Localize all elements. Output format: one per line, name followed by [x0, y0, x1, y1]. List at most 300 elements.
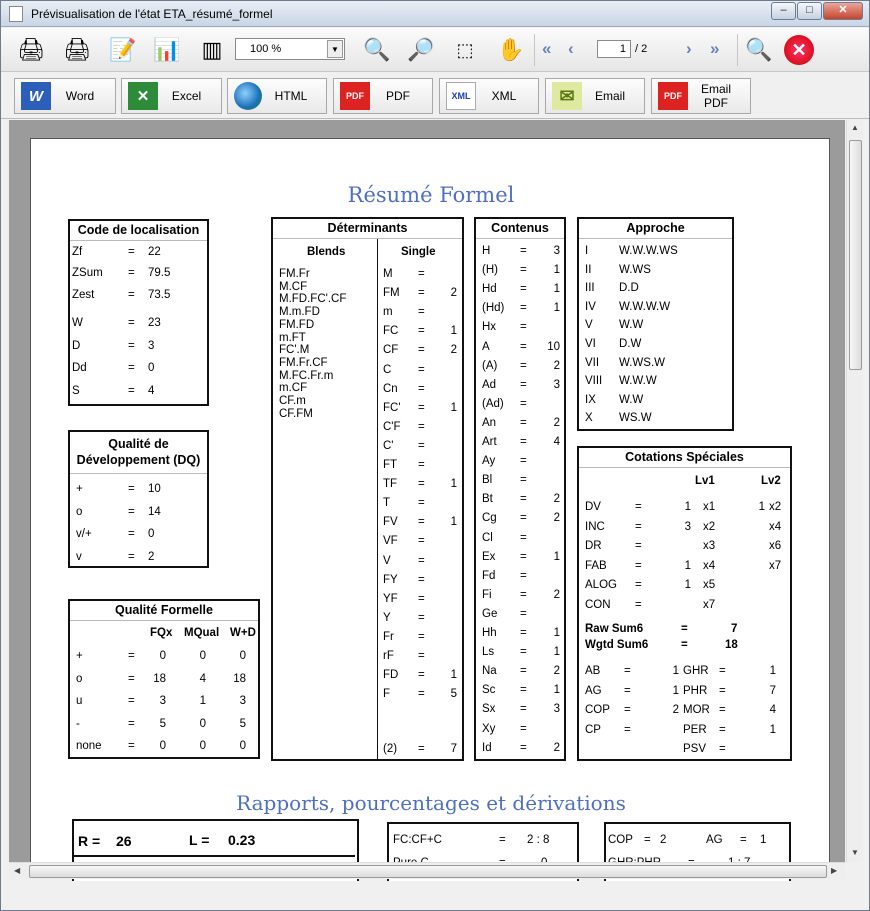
pair-value: 7 — [450, 743, 457, 755]
content-value: 1 — [553, 264, 560, 277]
single-value: 5 — [450, 688, 457, 701]
special-label: PSV — [683, 743, 707, 755]
content-eq: = — [520, 264, 527, 277]
special-value: 2 — [672, 704, 679, 716]
export-label: PDF — [386, 89, 410, 103]
cop-label: COP — [608, 834, 633, 846]
special-label: AB — [585, 665, 601, 677]
approche-sequence: WS.W — [619, 412, 652, 425]
status-bar — [1, 881, 869, 910]
single-label: F — [383, 688, 391, 701]
content-label: Hh — [482, 627, 497, 639]
qf-col-header: FQx — [150, 627, 173, 639]
content-eq: = — [520, 416, 527, 429]
export-excel-button[interactable] — [121, 78, 222, 114]
content-eq: = — [520, 512, 527, 525]
blend-item: CF.m — [279, 395, 306, 407]
single-eq: = — [418, 268, 425, 280]
zoom-select[interactable] — [235, 38, 345, 60]
cotation-eq: = — [635, 559, 642, 572]
content-label: Sx — [482, 703, 496, 716]
scroll-right-icon[interactable]: ▶ — [831, 866, 838, 875]
content-eq: = — [520, 245, 527, 257]
dq-eq: = — [128, 483, 135, 495]
export-email-pdf-button[interactable] — [651, 78, 751, 114]
special-eq: = — [624, 723, 631, 736]
cotation-label: CON — [585, 598, 611, 611]
export-label: Email — [594, 89, 625, 103]
content-label: H — [482, 245, 491, 257]
loc-label: Zest — [72, 289, 95, 301]
localisation-header: Code de localisation — [70, 221, 207, 241]
content-value: 1 — [553, 283, 560, 296]
loc-value: 79.5 — [148, 267, 171, 279]
print-setup-icon[interactable]: 🖨 — [63, 37, 91, 62]
qf-label: u — [76, 695, 83, 707]
previous-page-icon[interactable]: ‹ — [568, 39, 574, 58]
single-eq: = — [418, 650, 425, 662]
page-number-input[interactable]: 1 — [597, 40, 631, 58]
blend-item: M.CF — [279, 280, 308, 293]
cotation-lv1-weight: x1 — [703, 501, 716, 513]
raw-sum6-eq: = — [681, 623, 688, 635]
ag-label: AG — [706, 834, 723, 846]
export-html-button[interactable] — [227, 78, 327, 114]
print-icon[interactable]: 🖨 — [17, 37, 45, 62]
divider — [377, 239, 378, 761]
dq-label: v/+ — [76, 528, 92, 540]
cotation-lv1: 1 — [684, 559, 691, 572]
l-value: 0.23 — [228, 832, 256, 848]
cop-eq: = — [644, 834, 651, 846]
blend-item: FM.Fr — [279, 268, 310, 280]
content-eq: = — [520, 531, 527, 544]
qf-value: 18 — [233, 672, 246, 685]
last-page-icon[interactable]: » — [710, 39, 720, 58]
globe-icon — [234, 82, 262, 110]
special-eq: = — [624, 665, 631, 677]
single-label: M — [383, 268, 393, 280]
qf-value: 5 — [239, 717, 246, 730]
special-eq: = — [719, 684, 726, 697]
qf-label: - — [76, 717, 80, 730]
pair-eq: = — [418, 743, 425, 755]
special-value: 1 — [672, 665, 679, 677]
content-label: (A) — [482, 359, 498, 372]
content-value: 1 — [553, 302, 560, 315]
single-label: CF — [383, 344, 399, 357]
content-value: 2 — [553, 665, 560, 678]
content-label: Sc — [482, 684, 496, 697]
dq-eq: = — [128, 505, 135, 518]
content-value: 1 — [553, 550, 560, 563]
export-label: Word — [65, 89, 95, 103]
content-eq: = — [520, 321, 527, 334]
single-eq: = — [418, 325, 425, 338]
vertical-scrollbar[interactable] — [846, 120, 863, 862]
special-eq: = — [624, 704, 631, 716]
content-eq: = — [520, 665, 527, 678]
single-label: rF — [383, 650, 394, 662]
content-eq: = — [520, 741, 527, 754]
dq-label: o — [76, 505, 83, 518]
special-label: CP — [585, 723, 601, 736]
qf-eq: = — [128, 650, 135, 662]
special-value: 7 — [769, 684, 776, 697]
dq-label: + — [76, 483, 83, 495]
blend-item: FM.Fr.CF — [279, 356, 328, 369]
single-label: FT — [383, 459, 398, 471]
content-eq: = — [520, 703, 527, 716]
loc-value: 23 — [148, 317, 161, 329]
approche-card: IX — [585, 393, 596, 406]
lv1-label: Lv1 — [695, 475, 715, 487]
search-icon[interactable]: 🔍 — [745, 37, 773, 62]
export-label: Excel — [171, 89, 202, 103]
wgtd-sum6-eq: = — [681, 639, 688, 651]
blend-item: m.CF — [279, 382, 308, 395]
content-label: Ls — [482, 646, 495, 659]
single-eq: = — [418, 420, 425, 433]
loc-eq: = — [128, 385, 135, 397]
chevron-down-icon[interactable]: ▼ — [327, 40, 343, 58]
qf-label: o — [76, 672, 83, 685]
approche-sequence: D.D — [619, 282, 639, 295]
loc-label: Dd — [72, 362, 87, 374]
qf-value: 0 — [199, 650, 206, 662]
determinants-header: Déterminants — [273, 219, 462, 239]
special-eq: = — [719, 665, 726, 677]
minimize-button[interactable]: – — [771, 2, 796, 20]
content-label: Fi — [482, 588, 492, 601]
single-label: C'F — [383, 420, 401, 433]
cotations-header: Cotations Spéciales — [579, 448, 790, 468]
loc-label: D — [72, 340, 81, 352]
qf-col-header: MQual — [184, 627, 220, 639]
special-value: 1 — [769, 665, 776, 677]
dq-eq: = — [128, 528, 135, 540]
single-eq: = — [418, 363, 425, 376]
single-eq: = — [418, 669, 425, 682]
content-eq: = — [520, 455, 527, 468]
single-label: FM — [383, 287, 400, 300]
content-eq: = — [520, 493, 527, 506]
cotation-lv1-weight: x3 — [703, 540, 716, 552]
single-eq: = — [418, 459, 425, 471]
qf-value: 3 — [159, 695, 166, 707]
approche-card: X — [585, 412, 593, 425]
l-label: L = — [189, 832, 210, 848]
content-label: Na — [482, 665, 497, 678]
content-value: 10 — [547, 340, 560, 353]
content-value: 2 — [553, 741, 560, 754]
cotation-lv1-weight: x7 — [703, 598, 716, 611]
next-page-icon[interactable]: › — [686, 39, 692, 58]
content-eq: = — [520, 627, 527, 639]
qf-value: 0 — [159, 650, 166, 662]
qf-value: 18 — [153, 672, 166, 685]
dq-eq: = — [128, 550, 135, 563]
content-eq: = — [520, 340, 527, 353]
single-label: C' — [383, 439, 394, 452]
content-label: Cg — [482, 512, 497, 525]
blend-item: M.FD.FC'.CF — [279, 293, 347, 306]
wgtd-sum6-label: Wgtd Sum6 — [585, 639, 649, 651]
fc-value: 2 : 8 — [527, 834, 550, 846]
word-icon: W — [21, 82, 51, 110]
ag-value: 1 — [760, 834, 767, 846]
special-eq: = — [624, 684, 631, 697]
loc-value: 73.5 — [148, 289, 171, 301]
content-label: Xy — [482, 722, 496, 735]
fc-label: FC:CF+C — [393, 834, 442, 846]
single-eq: = — [418, 573, 425, 586]
window-title: Prévisualisation de l'état ETA_résumé_formel — [31, 7, 273, 21]
cotation-lv1-weight: x4 — [703, 559, 716, 572]
select-region-icon[interactable]: ⬚ — [456, 39, 474, 60]
special-eq: = — [719, 723, 726, 736]
approche-card: VII — [585, 356, 600, 369]
special-eq: = — [719, 743, 726, 755]
content-eq: = — [520, 359, 527, 372]
report-page — [30, 138, 830, 878]
special-label: GHR — [683, 665, 709, 677]
blends-label: Blends — [307, 246, 346, 258]
approche-sequence: W.W — [619, 393, 644, 406]
content-label: (H) — [482, 264, 498, 277]
cotation-lv1: 1 — [684, 579, 691, 591]
email-pdf-icon: PDF — [658, 82, 688, 110]
approche-sequence: W.W.W.W — [619, 300, 671, 313]
single-label: Fr — [383, 630, 394, 643]
content-label: Id — [482, 741, 492, 754]
loc-eq: = — [128, 267, 135, 279]
content-label: Cl — [482, 531, 493, 544]
content-label: Art — [482, 436, 497, 448]
cotation-lv1-weight: x2 — [703, 520, 716, 533]
close-preview-icon[interactable]: ✕ — [783, 34, 815, 66]
first-page-icon[interactable]: « — [542, 39, 552, 58]
excel-icon: ✕ — [128, 82, 158, 110]
special-label: COP — [585, 704, 610, 716]
single-eq: = — [418, 592, 425, 605]
approche-sequence: W.WS.W — [619, 356, 665, 369]
qf-value: 5 — [159, 717, 166, 730]
contenus-box — [474, 217, 566, 761]
single-label: Single — [401, 246, 436, 258]
approche-sequence: D.W — [619, 338, 642, 350]
title-bar — [1, 1, 869, 27]
content-label: An — [482, 416, 497, 429]
single-label: YF — [383, 592, 398, 605]
blend-item: m.FT — [279, 331, 306, 344]
content-eq: = — [520, 684, 527, 697]
scroll-thumb[interactable] — [29, 865, 827, 878]
content-value: 1 — [553, 627, 560, 639]
single-value: 1 — [450, 669, 457, 682]
document-icon — [9, 6, 23, 22]
export-word-button[interactable] — [14, 78, 116, 114]
content-eq: = — [520, 550, 527, 563]
maximize-button[interactable]: □ — [797, 2, 822, 20]
zoom-in-icon[interactable]: 🔍 — [363, 37, 391, 62]
preview-toolbar — [1, 28, 869, 72]
approche-sequence: W.W.W — [619, 375, 657, 388]
qf-value: 0 — [199, 717, 206, 730]
content-label: Bl — [482, 474, 493, 487]
toolbar-separator — [534, 34, 535, 66]
single-label: Cn — [383, 382, 398, 395]
dq-value: 0 — [148, 528, 155, 540]
cop-value: 2 — [660, 834, 667, 846]
cotation-lv2-weight: x4 — [769, 520, 782, 533]
qf-col-header: W+D — [230, 627, 256, 639]
qf-value: 0 — [199, 740, 206, 752]
blend-item: M.m.FD — [279, 306, 320, 319]
zoom-value: 100 % — [250, 43, 282, 55]
ag-eq: = — [740, 834, 747, 846]
cotation-lv1: 3 — [684, 520, 691, 533]
dq-value: 10 — [148, 483, 161, 495]
fc-eq: = — [499, 834, 506, 846]
single-label: V — [383, 554, 391, 567]
scroll-up-icon[interactable]: ▲ — [851, 123, 859, 132]
loc-eq: = — [128, 362, 135, 374]
hand-pan-icon[interactable]: ✋ — [497, 37, 525, 62]
edit-icon[interactable]: 📝 — [109, 37, 137, 62]
cotation-lv2-weight: x2 — [769, 501, 782, 513]
cotation-eq: = — [635, 540, 642, 552]
scroll-left-icon[interactable]: ◀ — [14, 866, 21, 875]
blend-item: M.FC.Fr.m — [279, 369, 334, 382]
loc-label: Zf — [72, 246, 83, 258]
export-pdf-button[interactable] — [333, 78, 433, 114]
single-eq: = — [418, 611, 425, 624]
loc-label: W — [72, 317, 83, 329]
single-eq: = — [418, 535, 425, 548]
single-value: 2 — [450, 344, 457, 357]
content-label: Ad — [482, 378, 497, 391]
cotation-eq: = — [635, 579, 642, 591]
content-eq: = — [520, 474, 527, 487]
zoom-out-icon[interactable]: 🔎 — [407, 37, 435, 62]
content-value: 3 — [553, 703, 560, 716]
toolbar-separator — [737, 34, 738, 66]
export-label: HTML — [274, 89, 308, 103]
blend-item: FC'.M — [279, 344, 310, 357]
blend-item: CF.FM — [279, 407, 313, 420]
special-value: 1 — [672, 684, 679, 697]
content-label: Ge — [482, 607, 498, 620]
lv2-label: Lv2 — [761, 475, 781, 487]
pair-label: (2) — [383, 743, 398, 755]
pdf-icon: PDF — [340, 82, 370, 110]
cotation-eq: = — [635, 520, 642, 533]
qf-eq: = — [128, 717, 135, 730]
blend-item: FM.FD — [279, 318, 315, 331]
cotation-label: FAB — [585, 559, 607, 572]
special-label: PER — [683, 723, 707, 736]
qf-eq: = — [128, 695, 135, 707]
envelope-icon: ✉ — [552, 82, 582, 110]
content-eq: = — [520, 283, 527, 296]
content-label: A — [482, 340, 490, 353]
content-eq: = — [520, 722, 527, 735]
loc-value: 3 — [148, 340, 155, 352]
page-total: / 2 — [635, 43, 648, 55]
content-label: Hd — [482, 283, 497, 296]
qf-label: none — [76, 740, 102, 752]
special-value: 4 — [769, 704, 776, 716]
layout-icon[interactable]: ▥ — [201, 37, 223, 62]
cotations-box — [577, 446, 792, 761]
content-eq: = — [520, 588, 527, 601]
single-value: 1 — [450, 478, 457, 491]
cotation-eq: = — [635, 598, 642, 611]
section-title: Rapports, pourcentages et dérivations — [236, 791, 626, 815]
content-label: Bt — [482, 493, 493, 506]
report-viewport[interactable] — [9, 120, 845, 862]
single-label: Y — [383, 611, 391, 624]
qf-eq: = — [128, 672, 135, 685]
content-value: 3 — [553, 245, 560, 257]
scroll-down-icon[interactable]: ▼ — [851, 848, 859, 857]
content-value: 1 — [553, 646, 560, 659]
loc-label: S — [72, 385, 80, 397]
approche-card: II — [585, 263, 592, 276]
loc-eq: = — [128, 340, 135, 352]
export-email-button[interactable] — [545, 78, 645, 114]
single-eq: = — [418, 439, 425, 452]
cotation-lv2: 1 — [758, 501, 765, 513]
cotation-lv1: 1 — [684, 501, 691, 513]
content-label: Ay — [482, 455, 496, 468]
export-xml-button[interactable] — [439, 78, 539, 114]
divider — [74, 855, 355, 857]
dq-header-line: Développement (DQ) — [76, 453, 201, 467]
loc-eq: = — [128, 317, 135, 329]
single-label: m — [383, 306, 393, 319]
approche-card: VI — [585, 338, 596, 350]
horizontal-scrollbar[interactable] — [9, 862, 845, 879]
close-window-button[interactable]: ✕ — [823, 2, 863, 20]
content-value: 4 — [553, 436, 560, 448]
content-label: Ex — [482, 550, 496, 563]
single-eq: = — [418, 401, 425, 414]
content-label: (Ad) — [482, 397, 504, 410]
table-wizard-icon[interactable]: 📊 — [153, 37, 181, 62]
special-value: 1 — [769, 723, 776, 736]
qf-value: 1 — [199, 695, 206, 707]
single-eq: = — [418, 344, 425, 357]
r-value: 26 — [116, 833, 132, 849]
cotation-label: DV — [585, 501, 601, 513]
scroll-thumb[interactable] — [849, 140, 862, 370]
content-value: 3 — [553, 378, 560, 391]
loc-eq: = — [128, 246, 135, 258]
loc-value: 0 — [148, 362, 155, 374]
cotation-eq: = — [635, 501, 642, 513]
qf-value: 0 — [159, 740, 166, 752]
content-value: 2 — [553, 588, 560, 601]
content-eq: = — [520, 569, 527, 582]
special-label: PHR — [683, 684, 708, 697]
single-label: FC' — [383, 401, 401, 414]
content-value: 2 — [553, 493, 560, 506]
single-eq: = — [418, 287, 425, 300]
determinants-box — [271, 217, 464, 761]
raw-sum6-value: 7 — [731, 623, 738, 635]
